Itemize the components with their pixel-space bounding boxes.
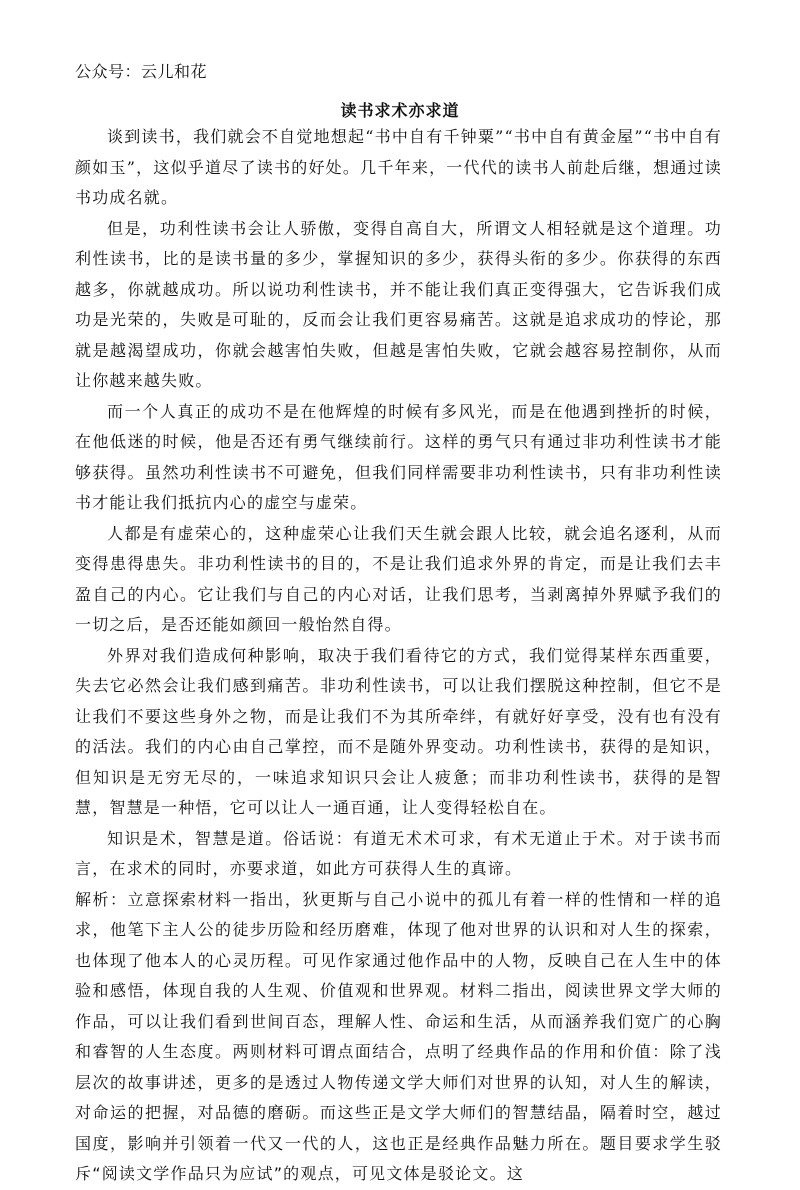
essay-body: [75, 122, 722, 1190]
analysis-paragraph: 解析：立意探索材料一指出，狄更斯与自己小说中的孤儿有着一样的性情和一样的追求，他笔下主人公的徒步历险和经历磨难，体现了他对世界的认识和对人生的探索，也体现了他本人的心灵历程。可见作家通过他作品中的人物，反映自己在人生中的体验和感悟，体现自我的人生观、价值观和世界观。材料二指出，阅读世界文学大师的作品，可以让我们看到世间百态，理解人性、命运和生活，从而涵养我们宽广的心胸和睿智的人生态度。两则材料可谓点面结合，点明了经典作品的作用和价值：除了浅层次的故事讲述，更多的是透过人物传递文学大师们对世界的认知，对人生的解读，对命运的把握，对品德的磨砺。而这些正是文学大师们的智慧结晶，隔着时空，越过国度，影响并引领着一代又一代的人，这也正是经典作品魅力所在。题目要求学生驳斥“阅读文学作品只为应试”的观点，可见文体是驳论文。这: [75, 889, 722, 1183]
account-header: 公众号：云儿和花: [75, 62, 208, 81]
essay-paragraph-4: 人都是有虚荣心的，这种虚荣心让我们天生就会跟人比较，就会追名逐利，从而变得患得患失。非功利性读书的目的，不是让我们追求外界的肯定，而是让我们去丰盈自己的内心。它让我们与自己的内心对话，让我们思考，当剥离掉外界赋予我们的一切之后，是否还能如颜回一般怡然自得。: [75, 523, 722, 634]
essay-paragraph-6: 知识是术，智慧是道。俗话说：有道无术术可求，有术无道止于术。对于读书而言，在求术的同时，亦要求道，如此方可获得人生的真谛。: [75, 828, 722, 878]
essay-paragraph-3: 而一个人真正的成功不是在他辉煌的时候有多风光，而是在他遇到挫折的时候，在他低迷的时候，他是否还有勇气继续前行。这样的勇气只有通过非功利性读书才能够获得。虽然功利性读书不可避免，但我们同样需要非功利性读书，只有非功利性读书才能让我们抵抗内心的虚空与虚荣。: [75, 401, 722, 512]
essay-paragraph-5: 外界对我们造成何种影响，取决于我们看待它的方式，我们觉得某样东西重要，失去它必然会让我们感到痛苦。非功利性读书，可以让我们摆脱这种控制，但它不是让我们不要这些身外之物，而是让我们不为其所牵绊，有就好好享受，没有也有没有的活法。我们的内心由自己掌控，而不是随外界变动。功利性读书，获得的是知识，但知识是无穷无尽的，一味追求知识只会让人疲惫；而非功利性读书，获得的是智慧，智慧是一种悟，它可以让人一通百通，让人变得轻松自在。: [75, 645, 722, 817]
essay-paragraph-2: 但是，功利性读书会让人骄傲，变得自高自大，所谓文人相轻就是这个道理。功利性读书，比的是读书量的多少，掌握知识的多少，获得头衔的多少。你获得的东西越多，你就越成功。所以说功利性读书，并不能让我们真正变得强大，它告诉我们成功是光荣的，失败是可耻的，反而会让我们更容易痛苦。这就是追求成功的悖论，那就是越渴望成功，你就会越害怕失败，但越是害怕失败，它就会越容易控制你，从而让你越来越失败。: [75, 218, 722, 390]
essay-paragraph-1: 谈到读书，我们就会不自觉地想起“书中自有千钟粟”“书中自有黄金屋”“书中自有颜如玉”，这似乎道尽了读书的好处。几千年来，一代代的读书人前赴后继，想通过读书功成名就。: [75, 127, 722, 207]
essay-title: 读书求术亦求道: [340, 101, 460, 120]
